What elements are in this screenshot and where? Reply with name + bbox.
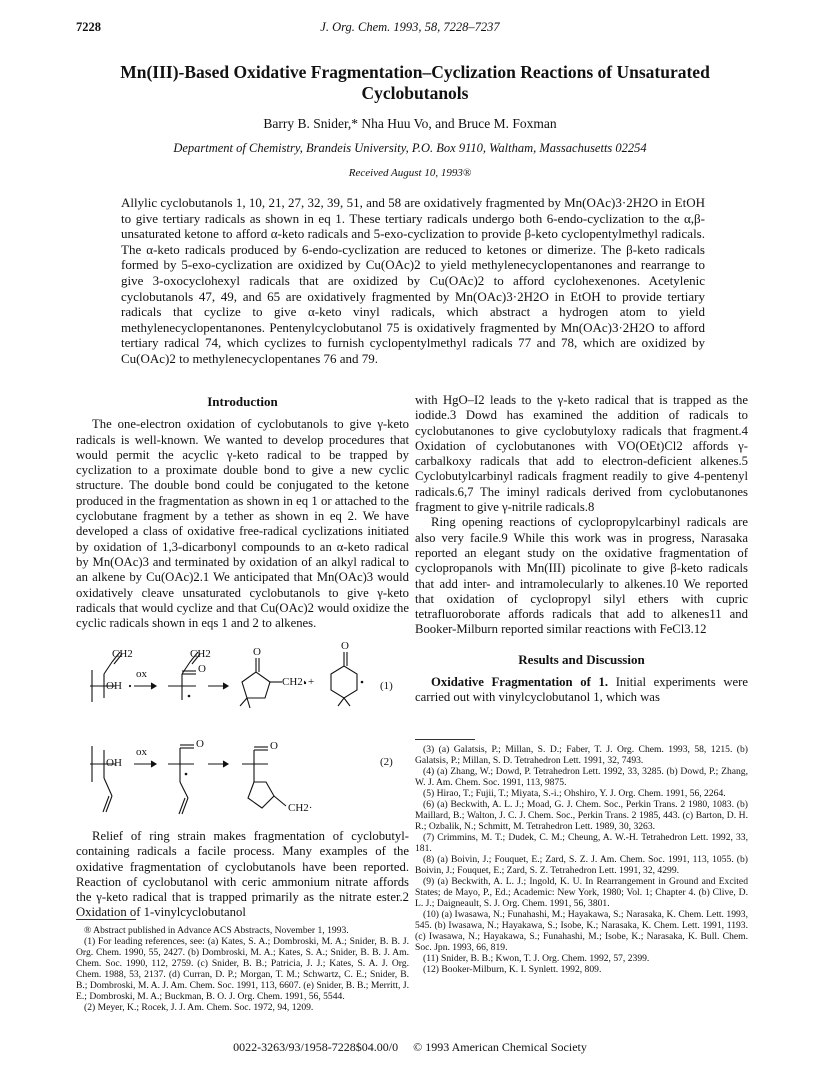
footnote-rule-left <box>76 919 136 920</box>
page-footer <box>0 1040 820 1055</box>
footnote-3: (3) (a) Galatsis, P.; Millan, S. D.; Faber, T. J. Org. Chem. 1993, 58, 1215. (b) Galatsis, P.; Millan, S. D. Tetrahedron Lett. 1991, 32, 7493. <box>415 744 748 766</box>
journal-reference: J. Org. Chem. 1993, 58, 7228–7237 <box>320 20 500 34</box>
left-column <box>76 394 409 631</box>
ch2-radical-label-2: CH2· <box>288 802 313 814</box>
intro-paragraph-2: Relief of ring strain makes fragmentation of cyclobutyl-containing radicals a facile process. Many examples of the oxidative fragmentation of cyclobutanols have been reported. Reaction of cyclobutanol with ceric ammonium nitrate affords the γ-keto radical that is trapped primarily as the nitrate ester.2 Oxidation of 1-vinylcyclobutanol <box>76 829 409 920</box>
oh-label-1: OH <box>106 680 122 692</box>
footnotes-right <box>415 744 748 975</box>
article-code: 0022-3263/93/1958-7228$04.00/0 <box>233 1040 399 1054</box>
footnote-6: (6) (a) Beckwith, A. L. J.; Moad, G. J. Chem. Soc., Perkin Trans. 2 1980, 1083. (b) Maillard, B.; Walton, J. C. J. Chem. Soc., Perkin Trans. 2 1985, 443. (c) Barton, D. H. R.; Ozbalik, N.; Schmitt, M. Tetrahedron Lett. 1989, 30, 3263. <box>415 799 748 832</box>
copyright: © 1993 American Chemical Society <box>413 1040 587 1054</box>
right-column <box>415 393 748 706</box>
reaction-schemes <box>76 640 409 826</box>
affiliation: Department of Chemistry, Brandeis University, P.O. Box 9110, Waltham, Massachusetts 02254 <box>173 141 647 155</box>
footnote-4: (4) (a) Zhang, W.; Dowd, P. Tetrahedron Lett. 1992, 33, 3285. (b) Dowd, P.; Zhang, W. J. Am. Chem. Soc. 1991, 113, 9875. <box>415 766 748 788</box>
article-title: Mn(III)-Based Oxidative Fragmentation–Cyclization Reactions of Unsaturated Cyclobutanols <box>120 62 710 103</box>
footnote-abstract: ® Abstract published in Advance ACS Abstracts, November 1, 1993. <box>84 925 349 936</box>
footnote-rule-right <box>415 739 475 740</box>
footnote-10: (10) (a) Iwasawa, N.; Funahashi, M.; Hayakawa, S.; Narasaka, K. Chem. Lett. 1993, 545. (b) Iwasawa, N.; Hayakawa, S.; Isobe, K.; Narasaka, K. Chem. Lett. 1991, 1193. (c) Iwasawa, N.; Hayakawa, S.; Funahashi, M.; Isobe, K.; Narasaka, K. Bull. Chem. Soc. Jpn. 1993, 66, 819. <box>415 909 748 953</box>
carbonyl-o-label-4: O <box>196 738 204 750</box>
radical-dot <box>129 685 131 687</box>
footnote-1: (1) For leading references, see: (a) Kates, S. A.; Dombroski, M. A.; Snider, B. B. J. Org. Chem. 1990, 55, 2427. (b) Dombroski, M. A.; Kates, S. A.; Snider, B. B. J. Am. Chem. Soc. 1990, 112, 2759. (c) Snider, B. B.; Patricia, J. J.; Kates, S. A. J. Org. Chem. 1988, 53, 2137. (d) Curran, D. P.; Morgan, T. M.; Schwartz, C. E.; Snider, B. B.; Dombroski, M. A. J. Am. Chem. Soc. 1991, 113, 6607. (e) Snider, B. B.; Merritt, J. E.; Dombroski, M. A.; Buckman, B. O. J. Org. Chem. 1991, 56, 5544. <box>76 936 409 1002</box>
carbonyl-o-label-1: O <box>198 663 206 675</box>
ox-label-2: ox <box>136 746 147 758</box>
oh-label-2: OH <box>106 757 122 769</box>
footnote-11: (11) Snider, B. B.; Kwon, T. J. Org. Chem. 1992, 57, 2399. <box>423 953 650 964</box>
ox-label-1: ox <box>136 668 147 680</box>
radical-dot <box>188 695 191 698</box>
carbonyl-o-label-3: O <box>341 640 349 652</box>
footnote-9: (9) (a) Beckwith, A. L. J.; Ingold, K. U. In Rearrangement in Ground and Excited States; de Mayo, P., Ed.; Academic: New York, 1980; Vol. 1; Chapter 4. (b) Clive, D. L. J.; Daigneault, S. J. Org. Chem. 1991, 56, 3801. <box>415 876 748 909</box>
footnotes-left <box>76 925 409 1013</box>
carbonyl-o-label-2: O <box>253 646 261 658</box>
right-paragraph-1: with HgO–I2 leads to the γ-keto radical that is trapped as the iodide.3 Dowd has examined the addition of radicals to cyclobutanones to give cyclobutyloxy radicals that fragment.4 Oxidation of cyclobutanones with VO(OEt)Cl2 affords γ-carbalkoxy radicals that add to electron-deficient alkenes.5 Cyclobutylcarbinyl radicals fragment readily to give 4-pentenyl radicals.6,7 The iminyl radicals derived from cyclobutanones fragment to give γ-nitrile radicals.8 <box>415 393 748 515</box>
ch2-radical-label: CH2· <box>282 676 307 688</box>
received-date: Received August 10, 1993® <box>348 167 472 179</box>
page-number: 7228 <box>76 20 101 34</box>
right-paragraph-2: Ring opening reactions of cyclopropylcarbinyl radicals are also very facile.9 While this work was in progress, Narasaka reported an elegant study on the oxidative fragmentation of cyclopropanols with Mn(III) picolinate to give β-keto radicals that add inter- and intramolecularly to alkenes.10 We reported that oxidation of cyclopropyl silyl ethers with cupric tetrafluoroborate affords radicals that add to alkenes11 and Booker-Milburn reported similar reactions with FeCl3.12 <box>415 515 748 637</box>
section-heading-introduction: Introduction <box>207 394 278 409</box>
footnote-5: (5) Hirao, T.; Fujii, T.; Miyata, S.-i.; Ohshiro, Y. J. Org. Chem. 1991, 56, 2264. <box>423 788 726 799</box>
right-paragraph-3: Initial experiments were carried out with vinylcyclobutanol 1, which was <box>415 675 748 705</box>
equation-2-number: (2) <box>380 756 393 768</box>
footnote-7: (7) Crimmins, M. T.; Dudek, C. M.; Cheung, A. W.-H. Tetrahedron Lett. 1992, 33, 181. <box>415 832 748 854</box>
author-list: Barry B. Snider,* Nha Huu Vo, and Bruce M. Foxman <box>263 116 557 131</box>
ch2-label-2: CH2 <box>190 648 211 660</box>
ch2-label-1: CH2 <box>112 648 133 660</box>
intro-paragraph-1: The one-electron oxidation of cyclobutanols to give γ-keto radicals is well-known. We wanted to develop procedures that would permit the acyclic γ-keto radical to be trapped by cyclization to a proximate double bond to give a new cyclic structure. The double bond could be conjugated to the ketone produced in the fragmentation as shown in eq 1 or attached to the cyclobutane fragment by a tether as shown in eq 2. We have developed a class of oxidative free-radical cyclizations initiated by oxidation of 1,3-dicarbonyl compounds to an α-keto radical by Mn(OAc)3 and terminated by oxidation of an alkyl radical to an alkene by Cu(OAc)2.1 We anticipated that Mn(OAc)3 would oxidatively cleave unsaturated cyclobutanols to give γ-keto radicals that would cyclize and that Cu(OAc)2 would oxidize the cyclic radicals shown in eqs 1 and 2 to alkenes. <box>76 417 409 631</box>
section-heading-results: Results and Discussion <box>518 651 645 667</box>
plus-label: + <box>308 676 315 688</box>
abstract: Allylic cyclobutanols 1, 10, 21, 27, 32, 39, 51, and 58 are oxidatively fragmented by Mn(OAc)3·2H2O in EtOH to give tertiary radicals as shown in eq 1. These tertiary radicals undergo both 6-endo-cyclization to the α,β-unsaturated ketone to afford α-keto radicals and 5-exo-cyclization to provide β-keto cyclopentylmethyl radicals. The α-keto radicals produced by 6-endo-cyclization are reduced to ketones or dimerize. The β-keto radicals formed by 5-exo-cyclization are oxidized by Cu(OAc)2 to yield methylenecyclopentanones and rearrange to give 3-oxocyclohexyl radicals that are oxidized by Cu(OAc)2 to afford cyclohexenones. Acetylenic cyclobutanols 47, 49, and 65 are oxidatively fragmented by Mn(OAc)3·2H2O in EtOH to provide tertiary radicals that cyclize to give α-keto vinyl radicals, which abstract a hydrogen atom to yield methylenecyclopentanones. Pentenylcyclobutanol 75 is oxidatively fragmented by Mn(OAc)3·2H2O to afford tertiary radical 74, which cyclizes to furnish cyclopentylmethyl radicals 77 and 78, which are oxidized by Cu(OAc)2 to methylenecyclopentanes 76 and 79. <box>121 195 705 366</box>
reaction-scheme-drawing <box>76 646 409 826</box>
equation-1-number: (1) <box>380 680 393 692</box>
footnote-12: (12) Booker-Milburn, K. I. Synlett. 1992, 809. <box>423 964 602 975</box>
radical-dot <box>185 773 188 776</box>
carbonyl-o-label-5: O <box>270 740 278 752</box>
radical-dot <box>361 681 364 684</box>
footnote-8: (8) (a) Boivin, J.; Fouquet, E.; Zard, S. Z. J. Am. Chem. Soc. 1991, 113, 1055. (b) Boivin, J.; Fouquet, E.; Zard, S. Z. Tetrahedron Lett. 1991, 32, 4299. <box>415 854 748 876</box>
footnote-2: (2) Meyer, K.; Rocek, J. J. Am. Chem. Soc. 1972, 94, 1209. <box>84 1002 314 1013</box>
subsection-heading: Oxidative Fragmentation of 1. <box>431 675 609 690</box>
left-column-lower <box>76 829 409 921</box>
